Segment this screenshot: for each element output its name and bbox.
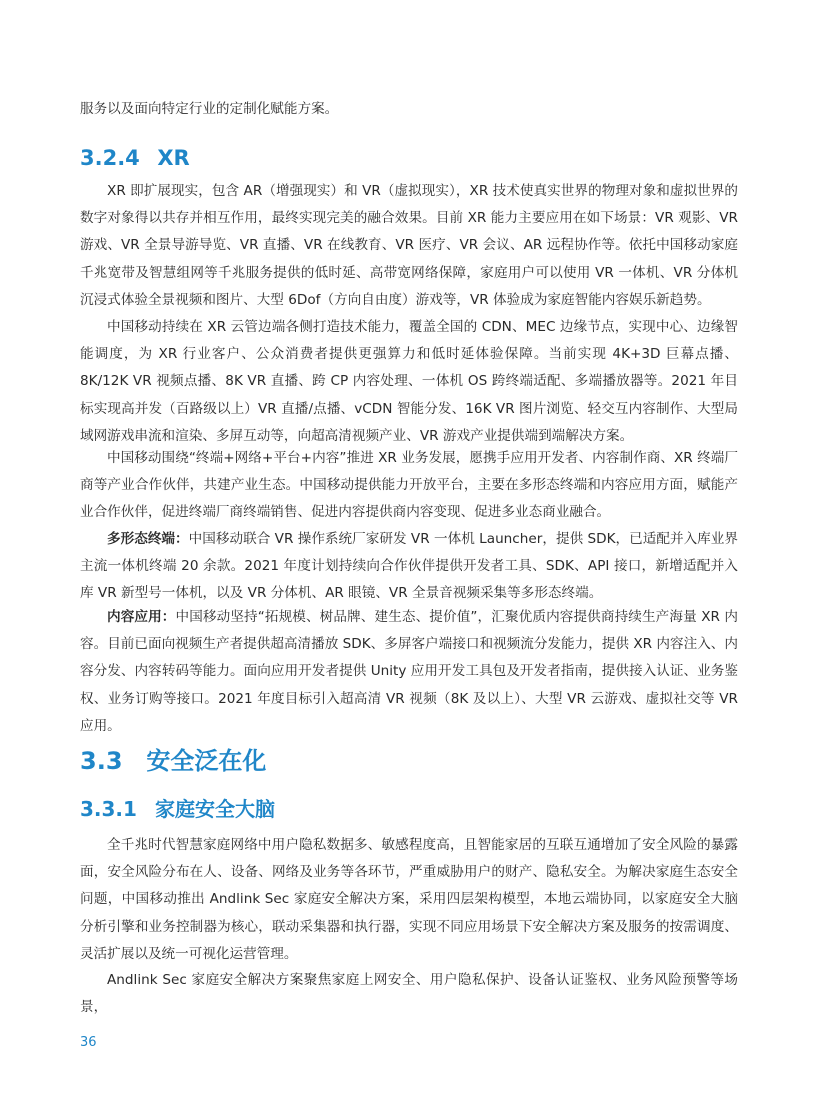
section-title: XR: [157, 146, 190, 170]
section-title: 家庭安全大脑: [154, 797, 275, 821]
paragraph-xr-ecosystem: 中国移动围绕“终端+网络+平台+内容”推进 XR 业务发展，愿携手应用开发者、内容制作商、XR 终端厂商等产业合作伙伴，共建产业生态。中国移动提供能力开放平台，主要在多形态终端和内容应用方面，赋能产业合作伙伴，促进终端厂商终端销售、促进内容提供商内容变现、促进多业态商业融合。: [80, 450, 738, 521]
lead-line: 服务以及面向特定行业的定制化赋能方案。: [80, 101, 339, 117]
content-text: 中国移动坚持“拓规模、树品牌、建生态、提价值”，汇聚优质内容提供商持续生产海量 XR 内容。目前已面向视频生产者提供超高清播放 SDK、多屏客户端接口和视频流分发能力，提供 XR 内容注入、内容分发、内容转码等能力。面向应用开发者提供 Unity 应用开发工具包及开发者指南，提供接入认证、业务鉴权、业务订购等接口。2021 年度目标引入超高清 VR 视频（8K 及以上）、大型 VR 云游戏、虚拟社交等 VR 应用。: [80, 609, 739, 734]
section-number: 3.3: [80, 747, 123, 775]
paragraph-xr-capability: 中国移动持续在 XR 云管边端各侧打造技术能力，覆盖全国的 CDN、MEC 边缘节点，实现中心、边缘智能调度，为 XR 行业客户、公众消费者提供更强算力和低时延体验保障。当前实现 4K+3D 巨幕点播、8K/12K VR 视频点播、8K VR 直播、跨 CP 内容处理、一体机 OS 跨终端适配、多端播放器等。2021 年目标实现高并发（百路级以上）VR 直播/点播、vCDN 智能分发、16K VR 图片浏览、轻交互内容制作、大型局域网游戏串流和渲染、多屏互动等，向超高清视频产业、VR 游戏产业提供端到端解决方案。: [80, 319, 738, 444]
terminal-text: 中国移动联合 VR 操作系统厂家研发 VR 一体机 Launcher，提供 SDK，已适配并入库业界主流一体机终端 20 余款。2021 年度计划持续向合作伙伴提供开发者工具、SDK、API 接口，新增适配并入库 VR 新型号一体机，以及 VR 分体机、AR 眼镜、VR 全景音视频采集等多形态终端。: [80, 531, 738, 602]
paragraph-content: [80, 604, 738, 740]
paragraph-home-security: 全千兆时代智慧家庭网络中用户隐私数据多、敏感程度高，且智能家居的互联互通增加了安全风险的暴露面，安全风险分布在人、设备、网络及业务等各环节，严重威胁用户的财产、隐私安全。为解决家庭生态安全问题，中国移动推出 Andlink Sec 家庭安全解决方案，采用四层架构模型，本地云端协同，以家庭安全大脑分析引擎和业务控制器为核心，联动采集器和执行器，实现不同应用场景下安全解决方案及服务的按需调度、灵活扩展以及统一可视化运营管理。: [80, 837, 738, 962]
section-title: 安全泛在化: [146, 747, 267, 775]
section-heading-3-3-1: [80, 795, 275, 823]
section-heading-3-3: [80, 744, 266, 778]
content-label: 内容应用：: [107, 609, 176, 625]
terminal-label: 多形态终端：: [107, 531, 189, 547]
section-number: 3.2.4: [80, 146, 140, 170]
page-number: 36: [80, 1035, 97, 1050]
paragraph-andlink-sec: Andlink Sec 家庭安全解决方案聚焦家庭上网安全、用户隐私保护、设备认证鉴权、业务风险预警等场景，: [80, 972, 738, 1016]
section-number: 3.3.1: [80, 797, 137, 821]
paragraph-terminal: [80, 526, 738, 608]
paragraph-xr-intro: XR 即扩展现实，包含 AR（增强现实）和 VR（虚拟现实），XR 技术使真实世界的物理对象和虚拟世界的数字对象得以共存并相互作用，最终实现完美的融合效果。目前 XR 能力主要应用在如下场景：VR 观影、VR 游戏、VR 全景导游导览、VR 直播、VR 在线教育、VR 医疗、VR 会议、AR 远程协作等。依托中国移动家庭千兆宽带及智慧组网等千兆服务提供的低时延、高带宽网络保障，家庭用户可以使用 VR 一体机、VR 分体机沉浸式体验全景视频和图片、大型 6Dof（方向自由度）游戏等，VR 体验成为家庭智能内容娱乐新趋势。: [80, 183, 738, 308]
section-heading-3-2-4: [80, 143, 190, 173]
